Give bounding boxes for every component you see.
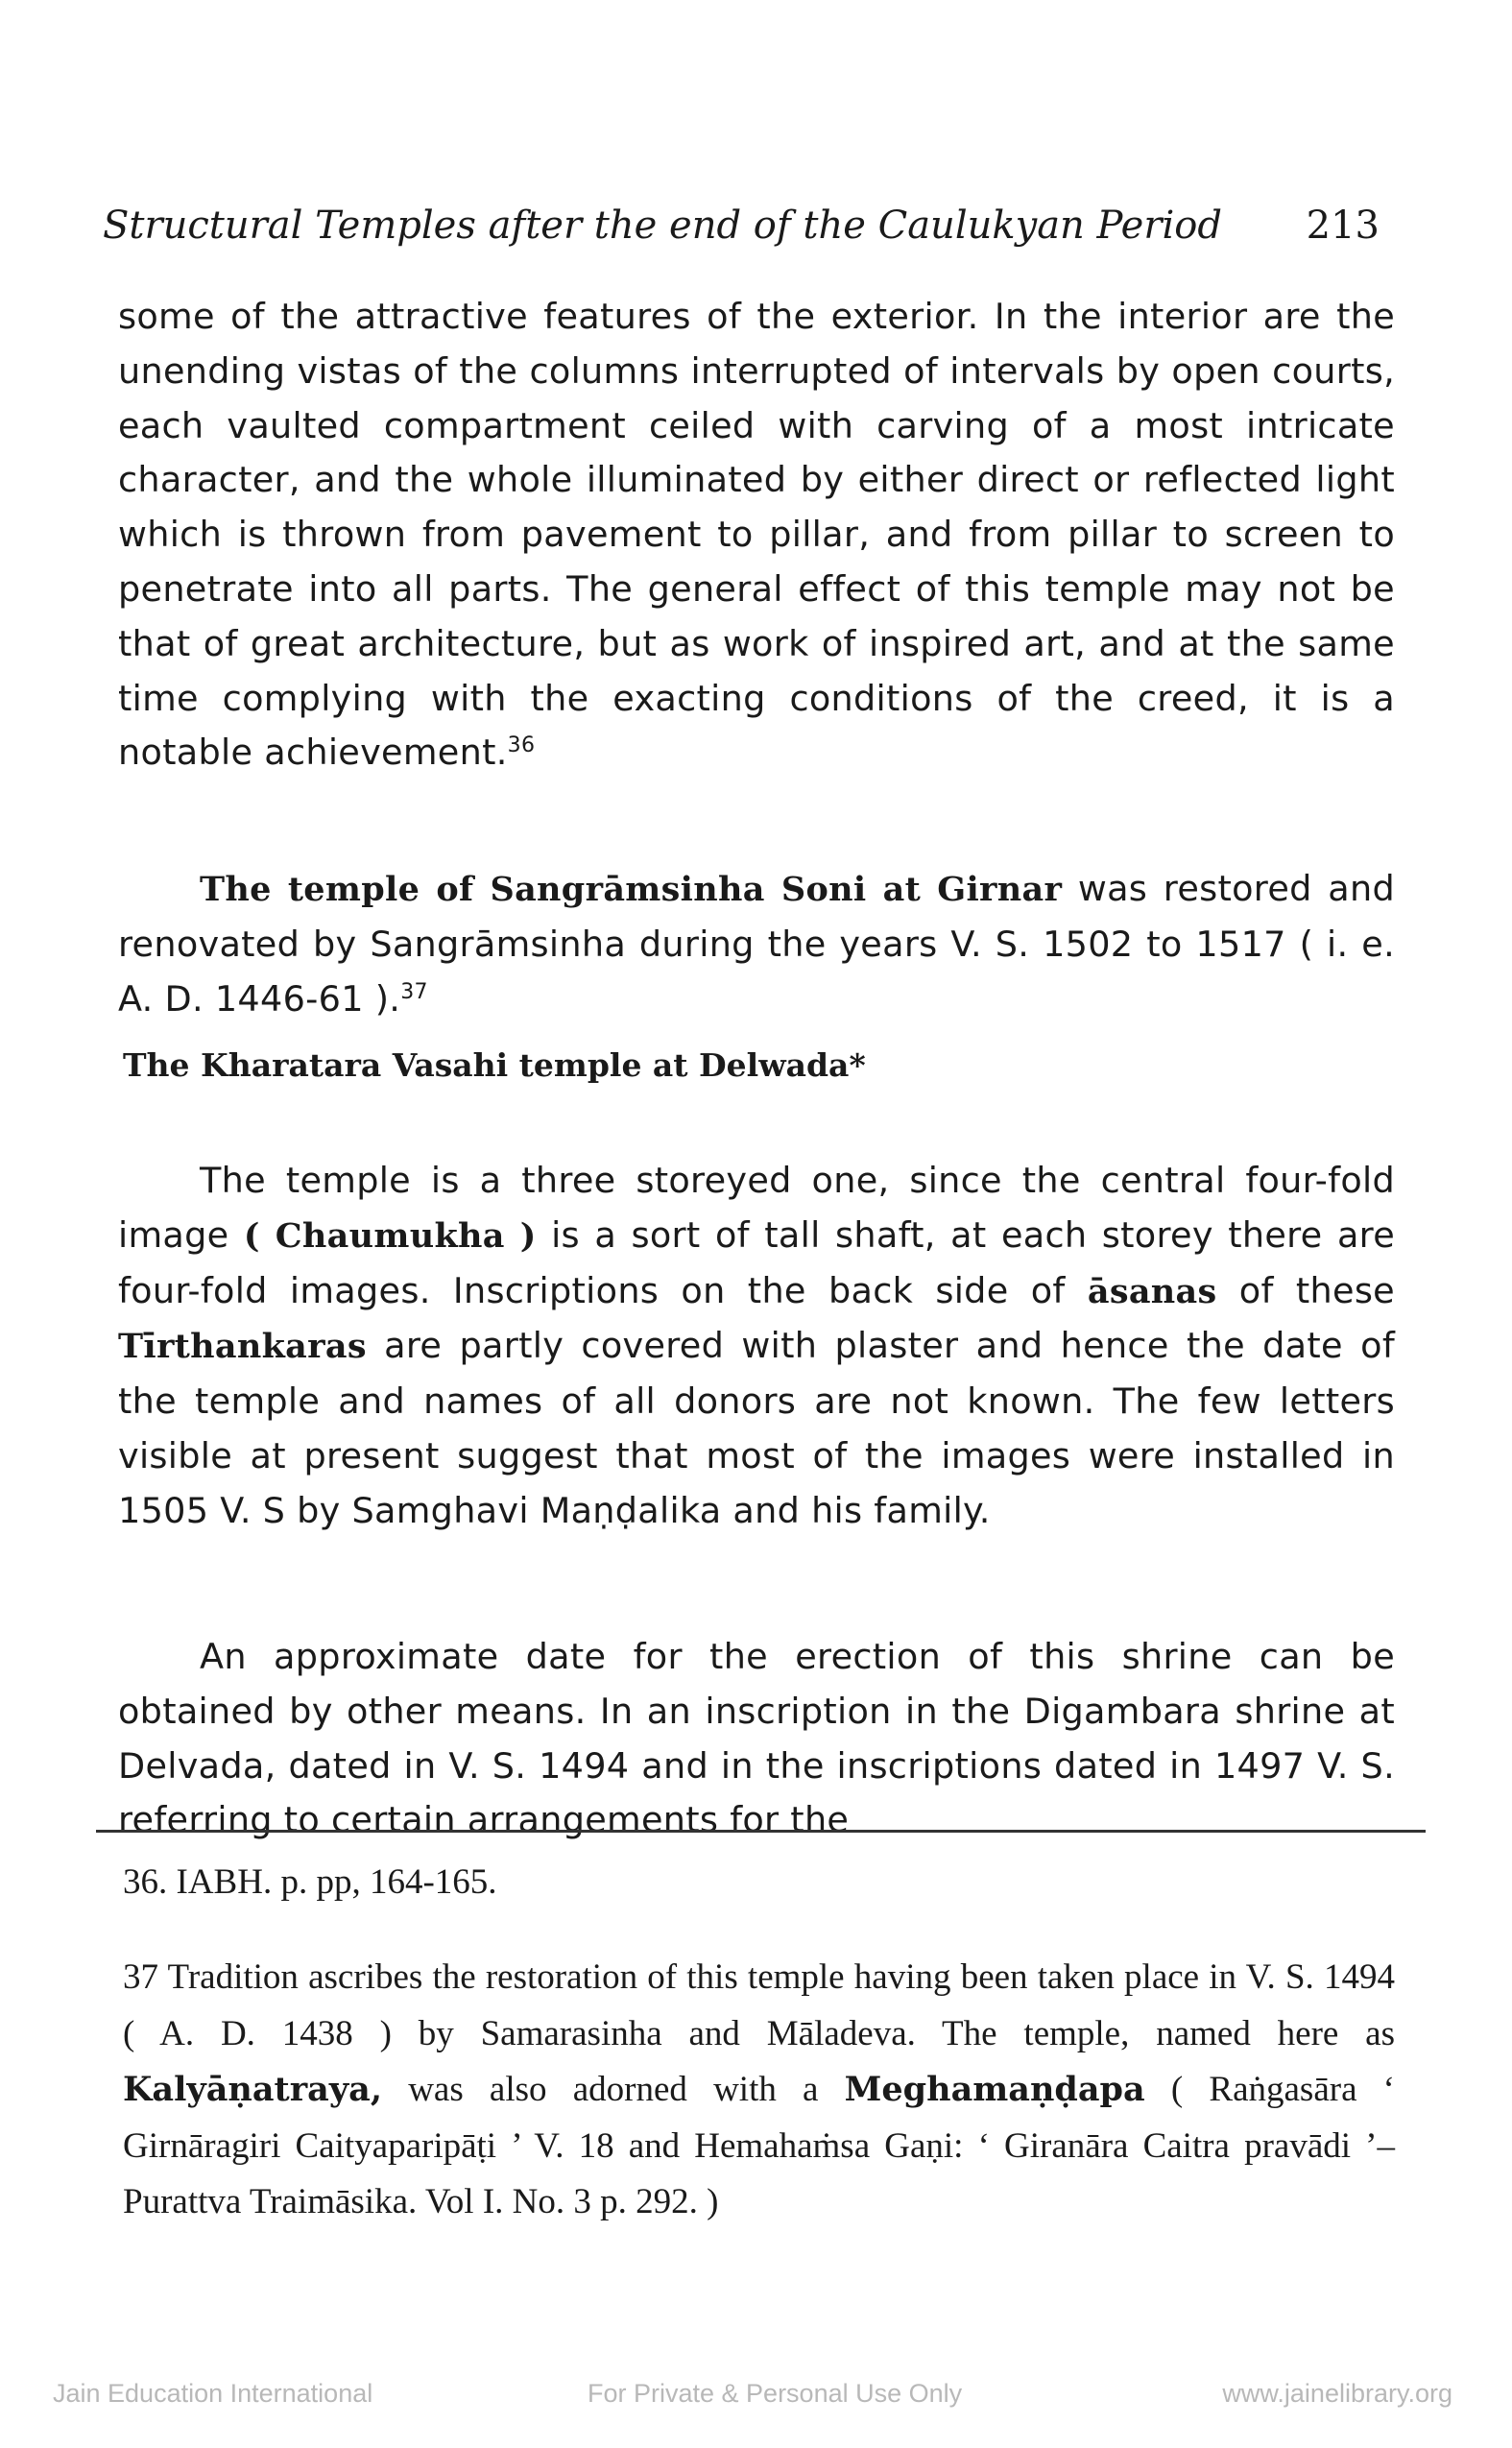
- bold-term-chaumukha: ( Chaumukha ): [243, 1215, 537, 1256]
- text-run: The temple is a three storeyed one, since the central four-fold image: [118, 1160, 1395, 1256]
- paragraph-sangramsinha-temple: [118, 862, 1395, 1026]
- footnote-ref-36: 36: [507, 733, 536, 758]
- footnote-37: [123, 1950, 1395, 2231]
- bold-term-asanas: āsanas: [1087, 1271, 1217, 1311]
- footer-url: www.jainelibrary.org: [1222, 2379, 1452, 2408]
- running-header: [103, 204, 1380, 271]
- text-run: was also adorned with a: [382, 2070, 845, 2110]
- text-run: are partly covered with plaster and hence the date of the temple and names of all donors are not known. The few letters visible at present suggest that most of the images were installed in 1505 V. S by Samghavi Maṇḍalika and his family.: [118, 1325, 1395, 1531]
- page-number: 213: [1306, 204, 1380, 248]
- text-run: ( Raṅgasāra ‘ Girnāragiri Caityaparipāṭi ’ V. 18 and Hemahaṁsa Gaṇi: ‘ Giranāra Caitra pravādi ’–Purattva Traimāsika. Vol I. No. 3 p. 292. ): [123, 2070, 1395, 2222]
- footnote-divider: [96, 1830, 1426, 1833]
- bold-term-kalyanatraya: Kalyāṇatraya,: [123, 2070, 383, 2110]
- paragraph-three-storeyed: [118, 1154, 1395, 1539]
- section-heading: The Kharatara Vasahi temple at Delwada*: [123, 1046, 866, 1084]
- footer-center: For Private & Personal Use Only: [588, 2379, 963, 2408]
- footnote-36: 36. IABH. p. pp, 164-165.: [123, 1862, 497, 1902]
- text-run: is a sort of tall shaft, at each storey there are four-fold images. Inscriptions on the back side of: [118, 1213, 1395, 1311]
- paragraph-text: some of the attractive features of the exterior. In the interior are the unending vistas of the columns interrupted of intervals by open courts, each vaulted compartment ceiled with carving of a most intricate character, and the whole illuminated by either direct or reflected light which is thrown from pavement to pillar, and from pillar to screen to penetrate into all parts. The general effect of this temple may not be that of great architecture, but as work of inspired art, and at the same time complying with the exacting conditions of the creed, it is a notable achievement.: [118, 296, 1395, 774]
- bold-lead: The temple of Sangrāmsinha Soni at Girnar: [200, 870, 1063, 909]
- paragraph-text: was restored and renovated by Sangrāmsinha during the years V. S. 1502 to 1517 ( i. e. A. D. 1446-61 ).: [118, 868, 1395, 1020]
- bold-term-meghamandapa: Meghamaṇḍapa: [844, 2070, 1145, 2110]
- text-run: 37 Tradition ascribes the restoration of this temple having been taken place in V. S. 1494 ( A. D. 1438 ) by Samarasinha and Māladeva. The temple, named here as: [123, 1957, 1395, 2053]
- footnote-ref-37: 37: [400, 979, 428, 1004]
- footer-left: Jain Education International: [53, 2379, 373, 2408]
- paragraph-text: An approximate date for the erection of this shrine can be obtained by other means. In an inscription in the Digambara shrine at Delvada, dated in V. S. 1494 and in the inscriptions dated in 1497 V. S. referring to certain arrangements for the: [118, 1636, 1395, 1841]
- running-title: Structural Temples after the end of the Caulukyan Period: [103, 204, 1222, 248]
- bold-term-tirthankaras: Tīrthankaras: [118, 1327, 367, 1367]
- paragraph-exterior-interior: [118, 290, 1395, 780]
- text-run: of these: [1216, 1269, 1395, 1311]
- paragraph-approximate-date: [118, 1630, 1395, 1848]
